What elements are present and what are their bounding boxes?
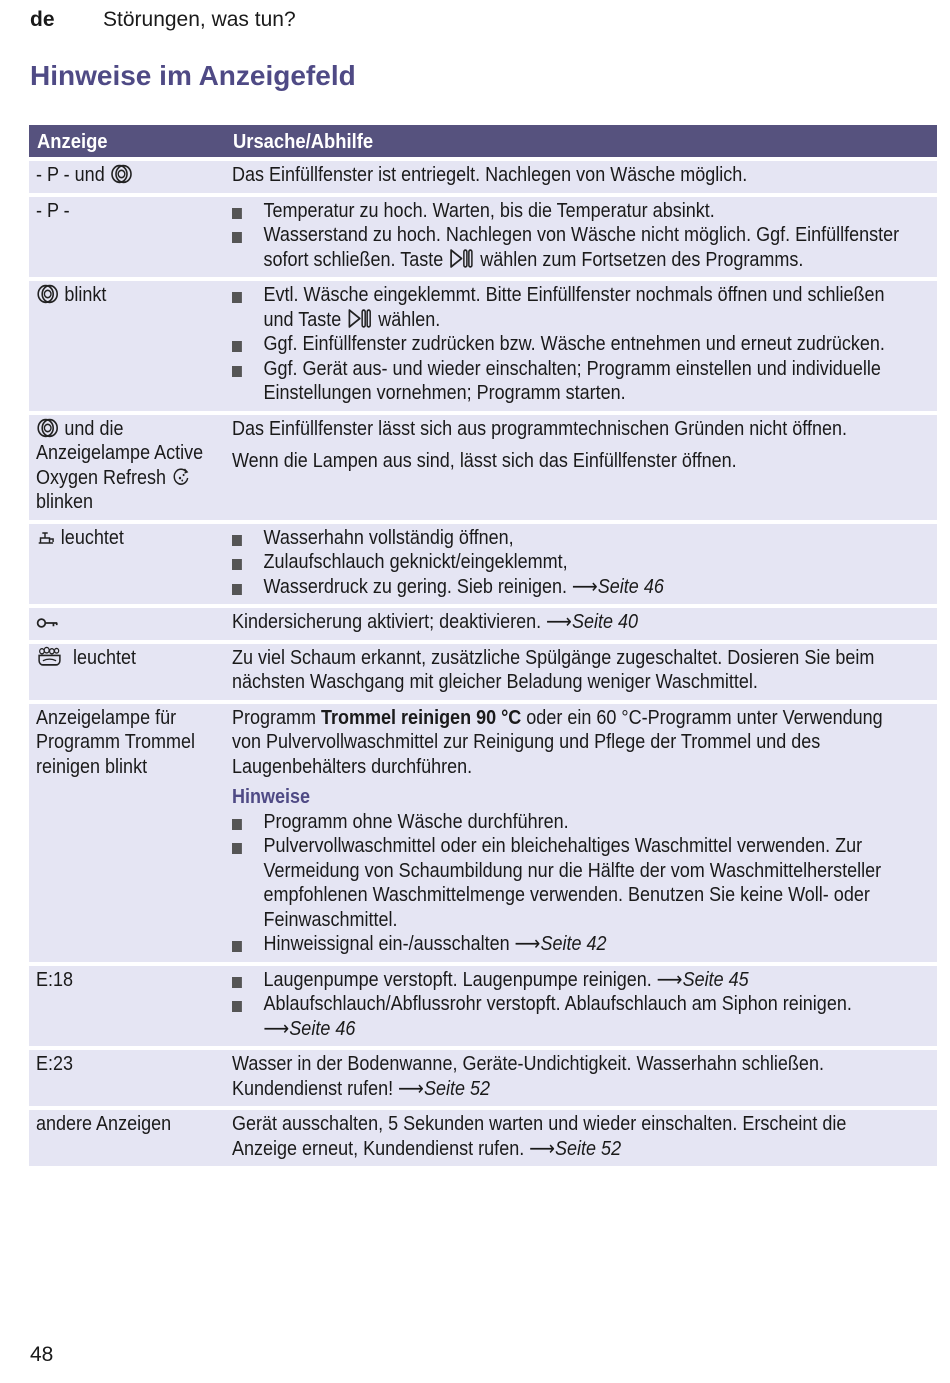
page-number: 48 bbox=[30, 1343, 54, 1366]
page-reference[interactable]: Seite 46 bbox=[597, 575, 664, 598]
arrow-right-icon: ⟶ bbox=[398, 1077, 424, 1100]
table-row bbox=[29, 644, 937, 700]
arrow-right-icon: ⟶ bbox=[529, 1137, 556, 1160]
indicator-cell: Anzeigelampe für Programm Trommel reinigen blinkt bbox=[29, 704, 226, 962]
chapter-title: Störungen, was tun? bbox=[103, 8, 296, 31]
foam-icon bbox=[36, 646, 63, 667]
remedy-list bbox=[232, 526, 930, 600]
page-reference[interactable]: Seite 42 bbox=[540, 933, 607, 955]
table-row bbox=[29, 704, 937, 962]
cause-cell bbox=[226, 197, 937, 278]
list-item: Ggf. Einfüllfenster zudrücken bzw. Wäsche entnehmen und erneut zudrücken. bbox=[232, 332, 930, 357]
list-item: Temperatur zu hoch. Warten, bis die Temperatur absinkt. bbox=[232, 199, 930, 224]
list-item: Pulvervollwaschmittel oder ein bleichehaltiges Waschmittel verwenden. Zur Vermeidung von Schaumbildung nur die Hälfte der vom Waschmittelhersteller empfohlenen Waschmittelmenge verwenden. Benutzen Sie keine Woll- oder Feinwaschmittel. bbox=[232, 834, 930, 932]
remedy-list bbox=[232, 283, 930, 406]
square-bullet-icon bbox=[232, 535, 242, 546]
indicator-cell bbox=[29, 281, 226, 411]
table-header-row bbox=[29, 125, 937, 157]
page-reference[interactable]: Seite 40 bbox=[571, 611, 639, 633]
list-item: Programm ohne Wäsche durchführen. bbox=[232, 810, 930, 835]
language-code: de bbox=[30, 8, 55, 31]
cause-text: Das Einfüllfenster ist entriegelt. Nachlegen von Wäsche möglich. bbox=[232, 164, 748, 186]
table-row bbox=[29, 161, 937, 193]
square-bullet-icon bbox=[232, 1001, 242, 1012]
table-row bbox=[29, 966, 937, 1047]
table-row bbox=[29, 281, 937, 411]
arrow-right-icon: ⟶ bbox=[571, 575, 598, 598]
column-header-cause: Ursache/Abhilfe bbox=[226, 125, 937, 157]
indicator-cell bbox=[29, 161, 226, 193]
child-lock-key-icon bbox=[36, 615, 60, 631]
list-item: Hinweissignal ein-/ausschalten ⟶Seite 42 bbox=[232, 932, 930, 957]
door-lock-icon bbox=[110, 164, 133, 184]
error-code: E:18 bbox=[36, 968, 74, 991]
square-bullet-icon bbox=[232, 208, 242, 219]
arrow-right-icon: ⟶ bbox=[514, 933, 541, 955]
indicator-cell: und die Anzeigelampe Active Oxygen Refresh blinken bbox=[29, 415, 226, 520]
indicator-text: leuchtet bbox=[73, 646, 137, 669]
cause-cell bbox=[226, 415, 937, 520]
table-row bbox=[29, 1050, 937, 1106]
square-bullet-icon bbox=[232, 341, 242, 352]
cause-cell: Programm Trommel reinigen 90 °C oder ein 60 °C-Programm unter Verwendung von Pulvervollwaschmittel zur Reinigung und Pflege der Trommel und des Laugenbehälters durchführen. Hinweise Programm ohne Wäsche durchführen. Pulvervollwaschmittel oder ein bleichehaltiges Waschmittel verwenden. Zur Vermeidung von Schaumbildung nur die Hälfte der vom Waschmittelhersteller empfohlenen Waschmittelmenge verwenden. Benutzen Sie keine Woll- oder Feinwaschmittel. Hinweissignal ein-/ausschalten ⟶Seite 42 bbox=[226, 704, 937, 962]
list-item: Wasserdruck zu gering. Sieb reinigen. ⟶Seite 46 bbox=[232, 575, 930, 600]
cause-cell bbox=[226, 608, 937, 640]
square-bullet-icon bbox=[232, 843, 242, 854]
arrow-right-icon: ⟶ bbox=[546, 611, 572, 633]
table-row bbox=[29, 608, 937, 640]
square-bullet-icon bbox=[232, 819, 242, 830]
table-row bbox=[29, 415, 937, 520]
indicator-cell bbox=[29, 644, 226, 700]
indicator-cell bbox=[29, 1050, 226, 1106]
notes-heading: Hinweise bbox=[232, 786, 311, 808]
cause-cell bbox=[226, 281, 937, 411]
door-lock-icon bbox=[36, 418, 59, 438]
indicator-cell bbox=[29, 1110, 226, 1166]
door-lock-icon bbox=[36, 284, 59, 304]
square-bullet-icon bbox=[232, 366, 242, 377]
start-pause-icon bbox=[346, 308, 373, 329]
page-header bbox=[30, 8, 296, 36]
cause-cell bbox=[226, 161, 937, 193]
table-row bbox=[29, 524, 937, 605]
section-title: Hinweise im Anzeigefeld bbox=[30, 60, 356, 91]
square-bullet-icon bbox=[232, 941, 242, 952]
page-reference[interactable]: Seite 46 bbox=[289, 1017, 356, 1040]
remedy-list bbox=[232, 199, 930, 273]
display-messages-table bbox=[29, 121, 937, 1170]
square-bullet-icon bbox=[232, 584, 242, 595]
cause-cell: Zu viel Schaum erkannt, zusätzliche Spülgänge zugeschaltet. Dosieren Sie beim nächsten Waschgang mit gleicher Beladung weniger Waschmittel. bbox=[226, 644, 937, 700]
cause-cell bbox=[226, 966, 937, 1047]
column-header-indicator: Anzeige bbox=[29, 125, 226, 157]
cause-cell: Gerät ausschalten, 5 Sekunden warten und wieder einschalten. Erscheint die Anzeige erneut, Kundendienst rufen. ⟶Seite 52 bbox=[226, 1110, 937, 1166]
square-bullet-icon bbox=[232, 977, 242, 988]
square-bullet-icon bbox=[232, 559, 242, 570]
cause-text: Kindersicherung aktiviert; deaktivieren. bbox=[232, 611, 542, 633]
indicator-text: andere Anzeigen bbox=[36, 1113, 172, 1135]
list-item: Evtl. Wäsche eingeklemmt. Bitte Einfüllfenster nochmals öffnen und schließen und Taste wählen. bbox=[232, 283, 930, 332]
list-item: Wasserstand zu hoch. Nachlegen von Wäsche nicht möglich. Ggf. Einfüllfenster sofort schließen. Taste wählen zum Fortsetzen des Programms. bbox=[232, 223, 930, 272]
table-row bbox=[29, 1110, 937, 1166]
program-name: Trommel reinigen 90 °C bbox=[321, 706, 522, 729]
water-tap-icon bbox=[36, 529, 56, 547]
list-item: Ablaufschlauch/Abflussrohr verstopft. Ablaufschlauch am Siphon reinigen. ⟶Seite 46 bbox=[232, 992, 930, 1041]
cause-text: Wenn die Lampen aus sind, lässt sich das Einfüllfenster öffnen. bbox=[232, 450, 737, 472]
indicator-text: - P - bbox=[36, 199, 70, 222]
indicator-text: blinkt bbox=[64, 284, 107, 306]
cause-text: Das Einfüllfenster lässt sich aus programmtechnischen Gründen nicht öffnen. bbox=[232, 417, 847, 440]
page-reference[interactable]: Seite 52 bbox=[423, 1077, 490, 1100]
list-item: Laugenpumpe verstopft. Laugenpumpe reinigen. ⟶Seite 45 bbox=[232, 968, 930, 993]
indicator-cell bbox=[29, 608, 226, 640]
square-bullet-icon bbox=[232, 292, 242, 303]
remedy-list bbox=[232, 968, 930, 1042]
notes-list bbox=[232, 810, 930, 957]
list-item: Zulaufschlauch geknickt/eingeklemmt, bbox=[232, 550, 930, 575]
cause-cell bbox=[226, 524, 937, 605]
indicator-text: leuchtet bbox=[60, 526, 124, 549]
arrow-right-icon: ⟶ bbox=[263, 1017, 290, 1040]
error-code: E:23 bbox=[36, 1053, 74, 1075]
indicator-cell bbox=[29, 197, 226, 278]
indicator-cell bbox=[29, 524, 226, 605]
active-oxygen-icon bbox=[171, 467, 191, 487]
list-item: Ggf. Gerät aus- und wieder einschalten; Programm einstellen und individuelle Einstellungen vornehmen; Programm starten. bbox=[232, 357, 930, 406]
page-reference[interactable]: Seite 45 bbox=[682, 968, 749, 991]
indicator-cell bbox=[29, 966, 226, 1047]
start-pause-icon bbox=[448, 248, 475, 269]
page-reference[interactable]: Seite 52 bbox=[555, 1137, 622, 1160]
indicator-text: - P - und bbox=[36, 164, 105, 186]
table-row bbox=[29, 197, 937, 278]
arrow-right-icon: ⟶ bbox=[656, 968, 683, 991]
square-bullet-icon bbox=[232, 232, 242, 243]
list-item: Wasserhahn vollständig öffnen, bbox=[232, 526, 930, 551]
cause-cell: Wasser in der Bodenwanne, Geräte-Undichtigkeit. Wasserhahn schließen. Kundendienst rufen! ⟶Seite 52 bbox=[226, 1050, 937, 1106]
